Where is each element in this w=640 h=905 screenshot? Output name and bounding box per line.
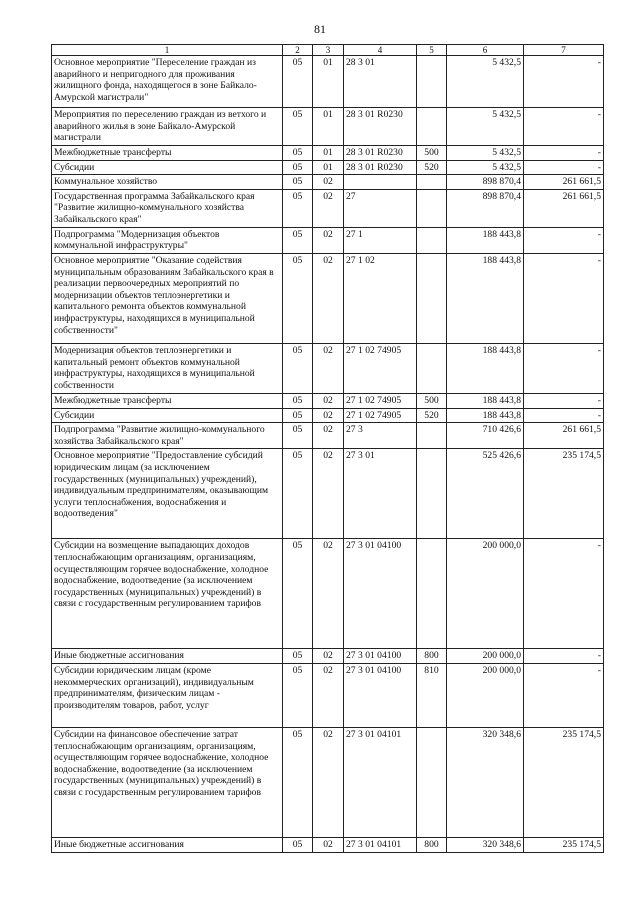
amount-total: 5 432,5 bbox=[447, 56, 524, 108]
subsection-code: 02 bbox=[313, 449, 344, 539]
amount-federal: - bbox=[524, 146, 604, 161]
subsection-code: 02 bbox=[313, 393, 344, 408]
amount-federal: - bbox=[524, 253, 604, 343]
section-code: 05 bbox=[283, 663, 313, 727]
row-name: Субсидии на возмещение выпадающих доходов теплоснабжающим организациям, организациям, осуществляющим горячее водоснабжение, холодное водоснабжение, водоотведение (за исключением государственных (муниципальных) учреждений) в связи с государственным регулированием тарифов bbox=[52, 539, 283, 649]
amount-federal: - bbox=[524, 663, 604, 727]
amount-federal: - bbox=[524, 343, 604, 393]
expense-type-code bbox=[417, 727, 447, 837]
amount-federal: - bbox=[524, 160, 604, 175]
amount-total: 5 432,5 bbox=[447, 146, 524, 161]
row-name: Основное мероприятие "Переселение граждан из аварийного и непригодного для проживания жилищного фонда, находящегося в зоне Байкало-Амурской магистрали" bbox=[52, 56, 283, 108]
expense-type-code bbox=[417, 539, 447, 649]
row-name: Основное мероприятие "Оказание содействия муниципальным образованиям Забайкальского края в реализации первоочередных мероприятий по модернизации объектов теплоэнергетики и капитального ремонта объектов коммунальной инфраструктуры, находящихся в муниципальной собственности" bbox=[52, 253, 283, 343]
row-name: Основное мероприятие "Предоставление субсидий юридическим лицам (за исключением государственных (муниципальных) учреждений), индивидуальным предпринимателям, оказывающим услуги теплоснабжения, водоснабжения и водоотведения" bbox=[52, 449, 283, 539]
table-row bbox=[52, 146, 604, 161]
amount-total: 188 443,8 bbox=[447, 227, 524, 253]
column-header: 7 bbox=[524, 45, 604, 56]
amount-total: 525 426,6 bbox=[447, 449, 524, 539]
subsection-code: 02 bbox=[313, 539, 344, 649]
table-row bbox=[52, 408, 604, 423]
amount-total: 200 000,0 bbox=[447, 539, 524, 649]
column-header: 6 bbox=[447, 45, 524, 56]
amount-total: 898 870,4 bbox=[447, 175, 524, 190]
section-code: 05 bbox=[283, 56, 313, 108]
section-code: 05 bbox=[283, 408, 313, 423]
target-article-code: 27 1 bbox=[344, 227, 417, 253]
section-code: 05 bbox=[283, 108, 313, 146]
target-article-code: 27 3 bbox=[344, 423, 417, 449]
target-article-code: 27 1 02 74905 bbox=[344, 393, 417, 408]
amount-federal: 235 174,5 bbox=[524, 449, 604, 539]
amount-total: 188 443,8 bbox=[447, 393, 524, 408]
amount-federal: - bbox=[524, 408, 604, 423]
target-article-code bbox=[344, 175, 417, 190]
expense-type-code bbox=[417, 56, 447, 108]
section-code: 05 bbox=[283, 189, 313, 227]
table-row bbox=[52, 393, 604, 408]
subsection-code: 02 bbox=[313, 227, 344, 253]
amount-total: 188 443,8 bbox=[447, 343, 524, 393]
row-name: Модернизация объектов теплоэнергетики и капитальный ремонт объектов коммунальной инфраструктуры, находящихся в муниципальной собственности bbox=[52, 343, 283, 393]
amount-federal: 235 174,5 bbox=[524, 837, 604, 852]
amount-total: 320 348,6 bbox=[447, 837, 524, 852]
amount-total: 710 426,6 bbox=[447, 423, 524, 449]
amount-federal: - bbox=[524, 393, 604, 408]
row-name: Субсидии на финансовое обеспечение затрат теплоснабжающим организациям, организациям, осуществляющим горячее водоснабжение, холодное водоснабжение, водоотведение (за исключением государственных (муниципальных) учреждений) в связи с государственным регулированием тарифов bbox=[52, 727, 283, 837]
subsection-code: 01 bbox=[313, 146, 344, 161]
row-name: Субсидии bbox=[52, 408, 283, 423]
target-article-code: 27 1 02 bbox=[344, 253, 417, 343]
page-number: 81 bbox=[314, 22, 326, 36]
row-name: Подпрограмма "Модернизация объектов коммунальной инфраструктуры" bbox=[52, 227, 283, 253]
amount-federal: 235 174,5 bbox=[524, 727, 604, 837]
table-body bbox=[52, 56, 604, 853]
target-article-code: 27 1 02 74905 bbox=[344, 343, 417, 393]
expense-type-code bbox=[417, 343, 447, 393]
subsection-code: 02 bbox=[313, 837, 344, 852]
target-article-code: 27 3 01 04101 bbox=[344, 727, 417, 837]
target-article-code: 27 3 01 04100 bbox=[344, 539, 417, 649]
column-header: 5 bbox=[417, 45, 447, 56]
section-code: 05 bbox=[283, 423, 313, 449]
column-header: 2 bbox=[283, 45, 313, 56]
expense-type-code bbox=[417, 449, 447, 539]
column-header: 4 bbox=[344, 45, 417, 56]
column-header: 3 bbox=[313, 45, 344, 56]
row-name: Субсидии bbox=[52, 160, 283, 175]
table-row bbox=[52, 837, 604, 852]
subsection-code: 02 bbox=[313, 175, 344, 190]
row-name: Субсидии юридическим лицам (кроме некоммерческих организаций), индивидуальным предпринимателям, физическим лицам - производителям товаров, работ, услуг bbox=[52, 663, 283, 727]
target-article-code: 28 3 01 R0230 bbox=[344, 160, 417, 175]
subsection-code: 01 bbox=[313, 160, 344, 175]
amount-total: 188 443,8 bbox=[447, 253, 524, 343]
expense-type-code: 800 bbox=[417, 837, 447, 852]
subsection-code: 02 bbox=[313, 663, 344, 727]
amount-federal: - bbox=[524, 539, 604, 649]
table-row bbox=[52, 539, 604, 649]
header-row bbox=[52, 45, 604, 56]
section-code: 05 bbox=[283, 449, 313, 539]
expense-type-code: 520 bbox=[417, 160, 447, 175]
section-code: 05 bbox=[283, 343, 313, 393]
target-article-code: 27 3 01 04100 bbox=[344, 649, 417, 664]
section-code: 05 bbox=[283, 649, 313, 664]
subsection-code: 02 bbox=[313, 423, 344, 449]
target-article-code: 28 3 01 R0230 bbox=[344, 108, 417, 146]
expense-type-code bbox=[417, 175, 447, 190]
amount-federal: - bbox=[524, 108, 604, 146]
expense-type-code bbox=[417, 108, 447, 146]
subsection-code: 02 bbox=[313, 408, 344, 423]
expense-type-code: 500 bbox=[417, 393, 447, 408]
section-code: 05 bbox=[283, 727, 313, 837]
table-row bbox=[52, 253, 604, 343]
expense-type-code: 500 bbox=[417, 146, 447, 161]
amount-total: 200 000,0 bbox=[447, 663, 524, 727]
table-row bbox=[52, 56, 604, 108]
amount-federal: 261 661,5 bbox=[524, 189, 604, 227]
expense-type-code bbox=[417, 423, 447, 449]
amount-federal: 261 661,5 bbox=[524, 175, 604, 190]
table-row bbox=[52, 649, 604, 664]
section-code: 05 bbox=[283, 227, 313, 253]
subsection-code: 02 bbox=[313, 189, 344, 227]
table-row bbox=[52, 227, 604, 253]
table-row bbox=[52, 108, 604, 146]
expense-type-code bbox=[417, 227, 447, 253]
section-code: 05 bbox=[283, 837, 313, 852]
amount-federal: 261 661,5 bbox=[524, 423, 604, 449]
budget-table bbox=[51, 44, 604, 853]
expense-type-code bbox=[417, 253, 447, 343]
expense-type-code: 520 bbox=[417, 408, 447, 423]
table-row bbox=[52, 160, 604, 175]
target-article-code: 28 3 01 bbox=[344, 56, 417, 108]
amount-federal: - bbox=[524, 56, 604, 108]
row-name: Иные бюджетные ассигнования bbox=[52, 649, 283, 664]
table-row bbox=[52, 343, 604, 393]
row-name: Мероприятия по переселению граждан из ветхого и аварийного жилья в зоне Байкало-Амурской магистрали bbox=[52, 108, 283, 146]
table-row bbox=[52, 663, 604, 727]
expense-type-code: 810 bbox=[417, 663, 447, 727]
target-article-code: 27 3 01 bbox=[344, 449, 417, 539]
section-code: 05 bbox=[283, 539, 313, 649]
section-code: 05 bbox=[283, 253, 313, 343]
table-row bbox=[52, 189, 604, 227]
amount-total: 320 348,6 bbox=[447, 727, 524, 837]
subsection-code: 02 bbox=[313, 649, 344, 664]
section-code: 05 bbox=[283, 393, 313, 408]
row-name: Межбюджетные трансферты bbox=[52, 146, 283, 161]
row-name: Межбюджетные трансферты bbox=[52, 393, 283, 408]
amount-total: 5 432,5 bbox=[447, 160, 524, 175]
section-code: 05 bbox=[283, 160, 313, 175]
column-header: 1 bbox=[52, 45, 283, 56]
row-name: Подпрограмма "Развитие жилищно-коммунального хозяйства Забайкальского края" bbox=[52, 423, 283, 449]
section-code: 05 bbox=[283, 146, 313, 161]
table-row bbox=[52, 449, 604, 539]
target-article-code: 27 3 01 04100 bbox=[344, 663, 417, 727]
section-code: 05 bbox=[283, 175, 313, 190]
expense-type-code: 800 bbox=[417, 649, 447, 664]
subsection-code: 01 bbox=[313, 56, 344, 108]
subsection-code: 02 bbox=[313, 343, 344, 393]
target-article-code: 27 1 02 74905 bbox=[344, 408, 417, 423]
row-name: Иные бюджетные ассигнования bbox=[52, 837, 283, 852]
expense-type-code bbox=[417, 189, 447, 227]
table-row bbox=[52, 727, 604, 837]
row-name: Государственная программа Забайкальского края "Развитие жилищно-коммунального хозяйства Забайкальского края" bbox=[52, 189, 283, 227]
subsection-code: 01 bbox=[313, 108, 344, 146]
amount-total: 898 870,4 bbox=[447, 189, 524, 227]
target-article-code: 27 3 01 04101 bbox=[344, 837, 417, 852]
subsection-code: 02 bbox=[313, 253, 344, 343]
amount-total: 200 000,0 bbox=[447, 649, 524, 664]
target-article-code: 28 3 01 R0230 bbox=[344, 146, 417, 161]
amount-federal: - bbox=[524, 227, 604, 253]
amount-total: 5 432,5 bbox=[447, 108, 524, 146]
row-name: Коммунальное хозяйство bbox=[52, 175, 283, 190]
target-article-code: 27 bbox=[344, 189, 417, 227]
table-row bbox=[52, 175, 604, 190]
table-row bbox=[52, 423, 604, 449]
amount-total: 188 443,8 bbox=[447, 408, 524, 423]
amount-federal: - bbox=[524, 649, 604, 664]
subsection-code: 02 bbox=[313, 727, 344, 837]
